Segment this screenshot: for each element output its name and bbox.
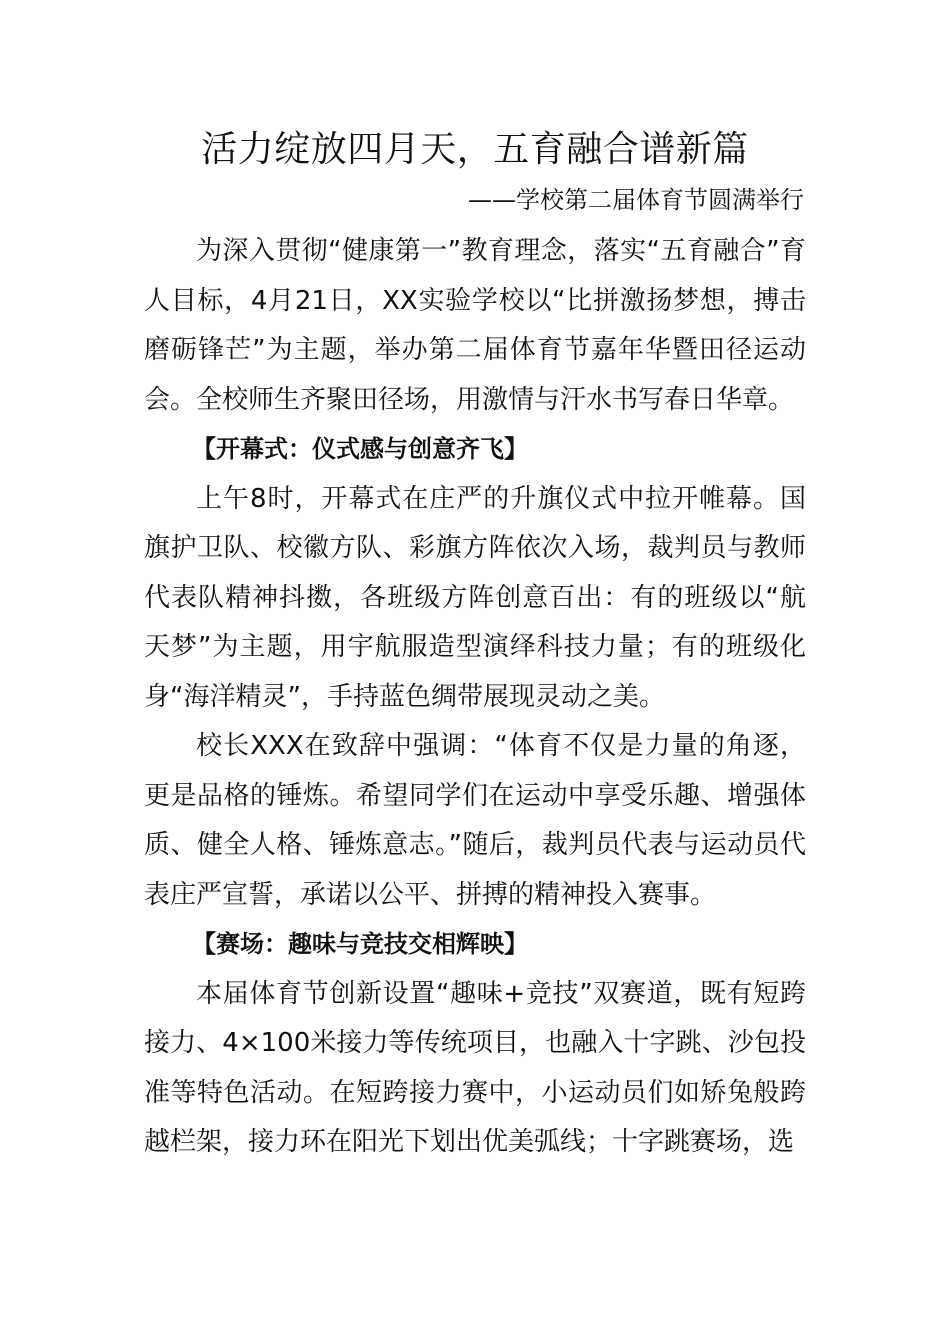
paragraph-competition: 本届体育节创新设置“趣味+竞技”双赛道，既有短跨接力、4×100米接力等传统项目，也融入十字跳、沙包投准等特色活动。在短跨接力赛中，小运动员们如矫兔般跨越栏架，接力环在阳光下划出优美弧线；十字跳赛场，选	[144, 978, 806, 1157]
document-subtitle: ——学校第二届体育节圆满举行	[468, 186, 804, 214]
paragraph-opening-ceremony: 上午8时，开幕式在庄严的升旗仪式中拉开帷幕。国旗护卫队、校徽方队、彩旗方阵依次入场，裁判员与教师代表队精神抖擞，各班级方阵创意百出：有的班级以“航天梦”为主题，用宇航服造型演绎科技力量；有的班级化身“海洋精灵”，手持蓝色绸带展现灵动之美。	[144, 483, 806, 712]
section-heading-opening: 【开幕式：仪式感与创意齐飞】	[192, 435, 528, 463]
paragraph-intro: 为深入贯彻“健康第一”教育理念，落实“五育融合”育人目标，4月21日，XX实验学校以“比拼激扬梦想，搏击磨砺锋芒”为主题，举办第二届体育节嘉年华暨田径运动会。全校师生齐聚田径场，用激情与汗水书写春日华章。	[144, 236, 806, 415]
paragraph-principal-speech: 校长XXX在致辞中强调：“体育不仅是力量的角逐，更是品格的锤炼。希望同学们在运动中享受乐趣、增强体质、健全人格、锤炼意志。”随后，裁判员代表与运动员代表庄严宣誓，承诺以公平、拼搏的精神投入赛事。	[144, 731, 806, 910]
document-title: 活力绽放四月天，五育融合谱新篇	[201, 129, 749, 170]
document-body	[144, 227, 806, 1168]
section-heading-competition: 【赛场：趣味与竞技交相辉映】	[192, 930, 528, 958]
